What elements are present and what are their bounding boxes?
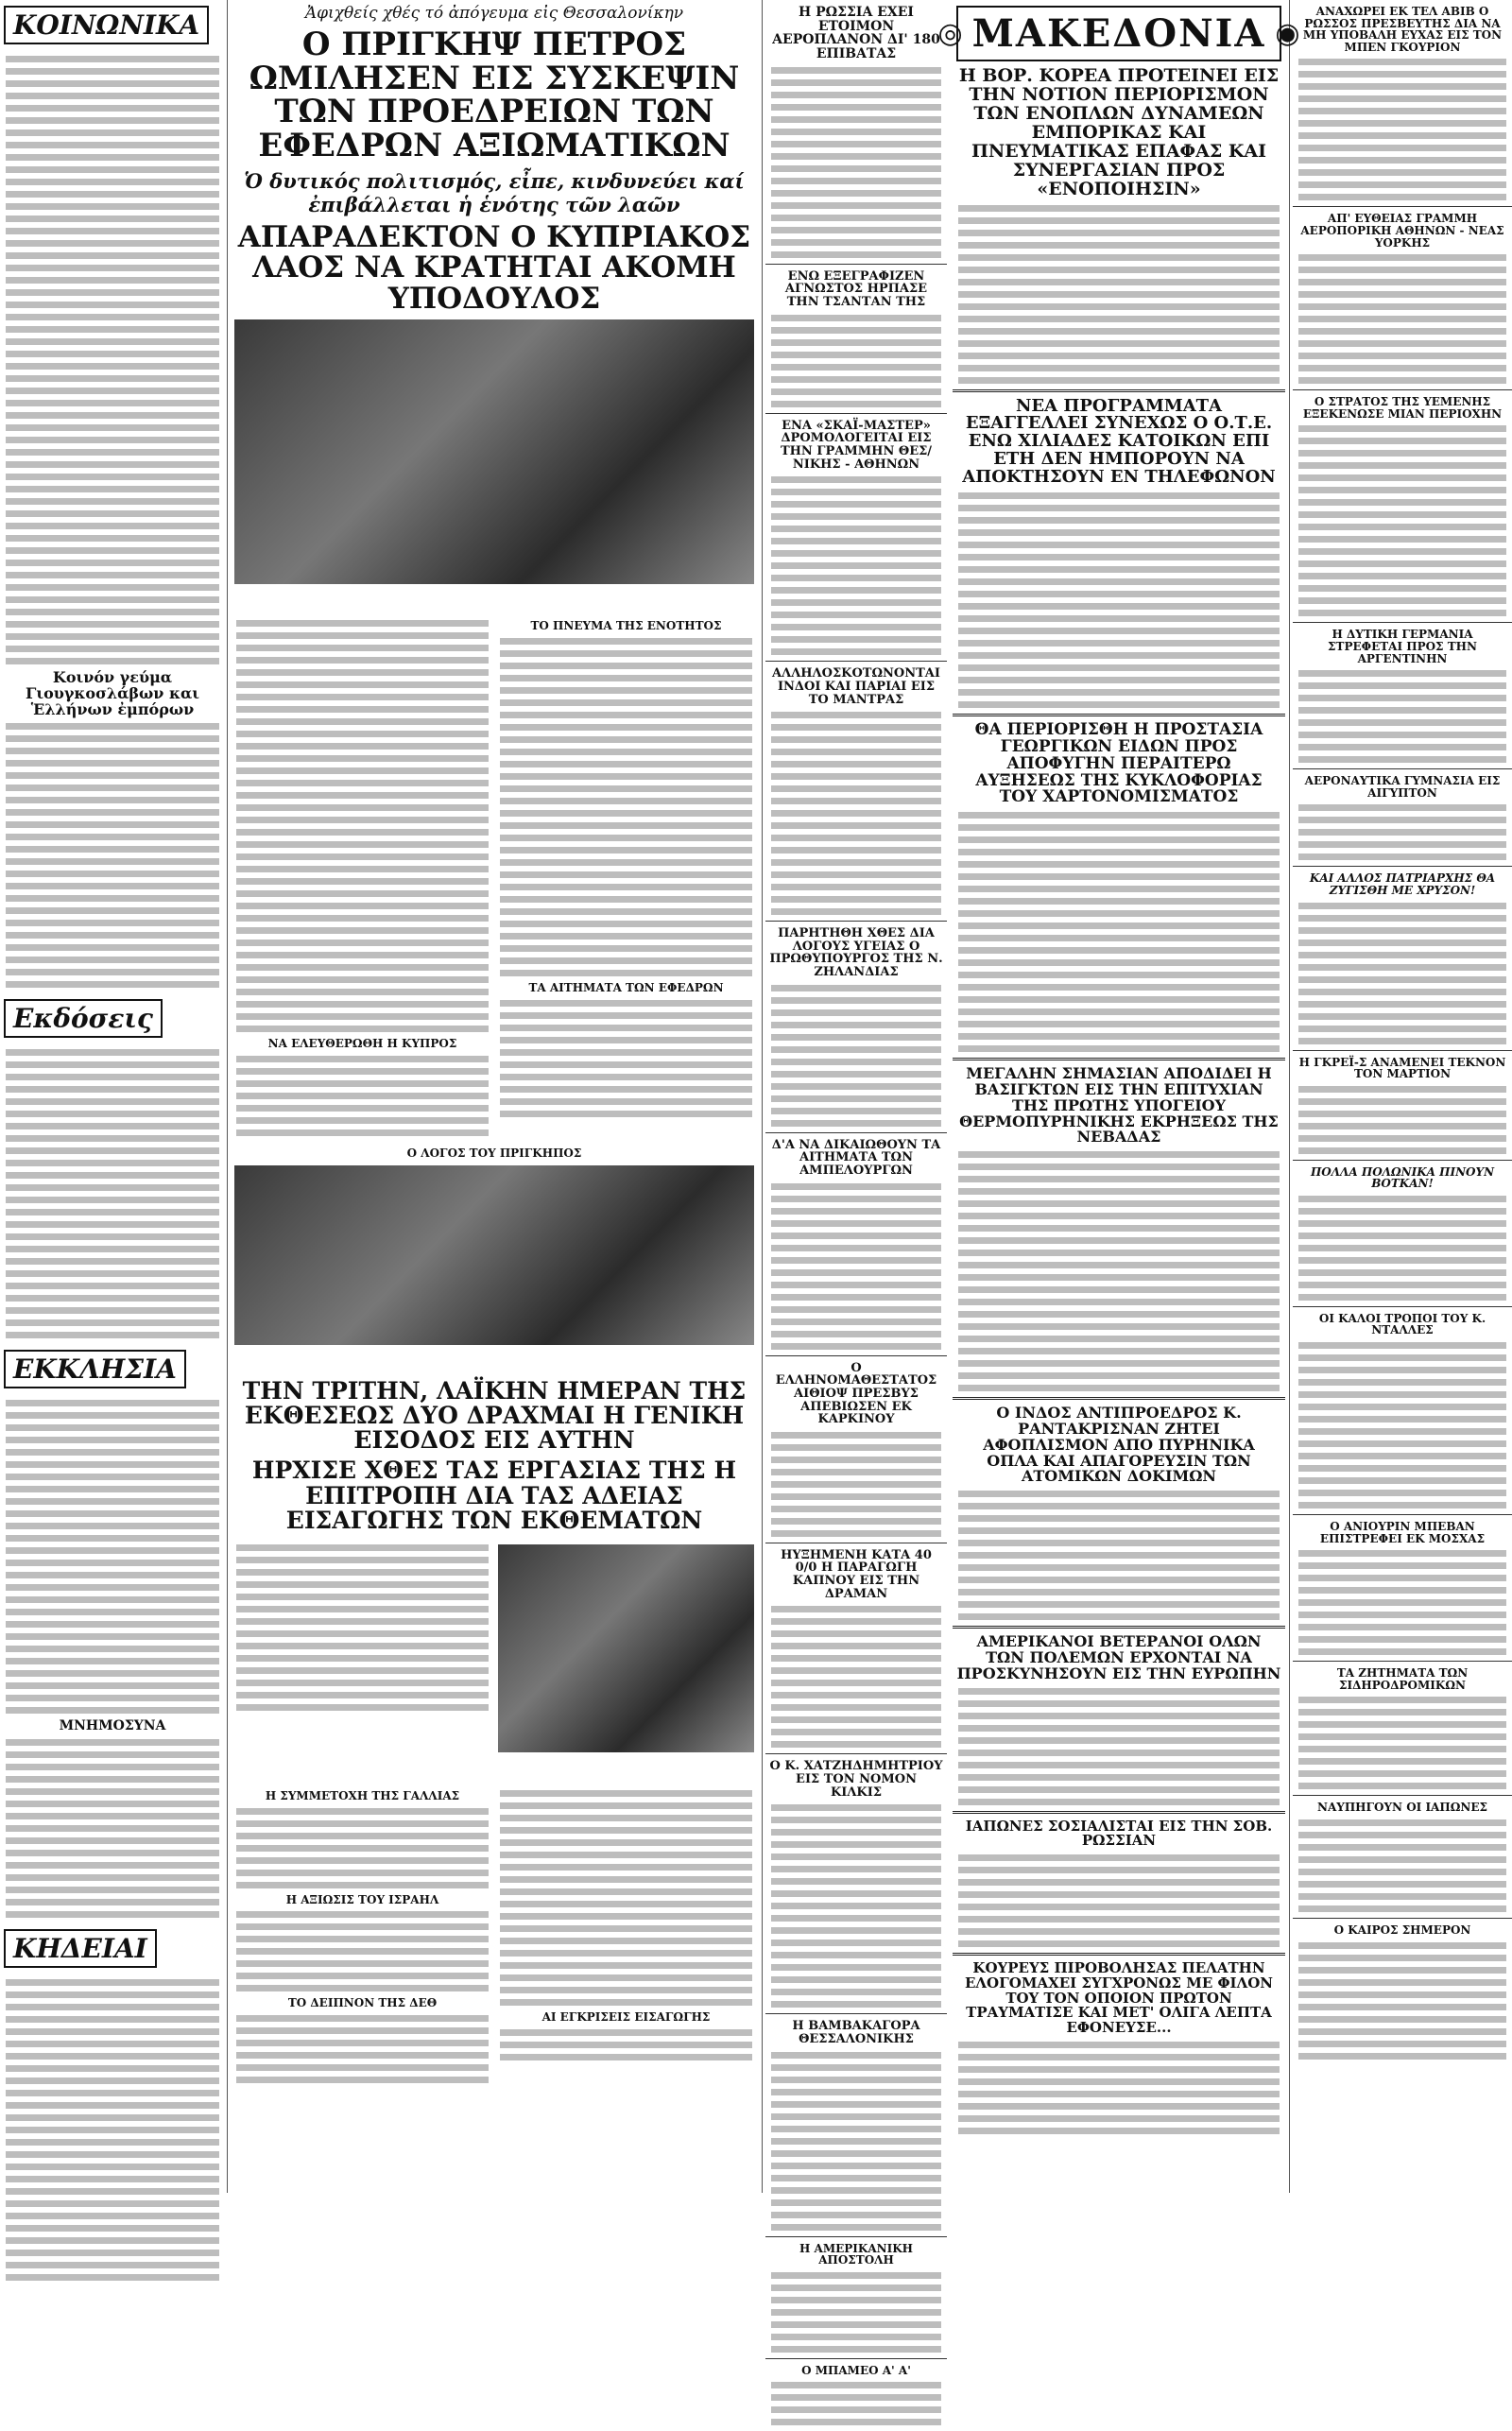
right-head: Η ΔΥΤΙΚΗ ΓΕΡΜΑΝΙΑ ΣΤΡΕΦΕΤΑΙ ΠΡΟΣ ΤΗΝ ΑΡΓΕΝΤΙΝΗΝ <box>1328 628 1477 665</box>
photo-conference <box>234 319 754 584</box>
right-head: Ο ΣΤΡΑΤΟΣ ΤΗΣ ΥΕΜΕΝΗΣ ΕΞΕΚΕΝΩΣΕ ΜΙΑΝ ΠΕΡΙΟΧΗΝ <box>1302 395 1503 421</box>
crosshead-imports: ΑΙ ΕΓΚΡΙΣΕΙΣ ΕΙΣΑΓΩΓΗΣ <box>541 2010 711 2025</box>
crosshead-israel: Η ΑΞΙΩΣΙΣ ΤΟΥ ΙΣΡΑΗΛ <box>285 1892 439 1906</box>
right-head: ΠΟΛΛΑ ΠΟΛΩΝΙΚΑ ΠΙΝΟΥΝ ΒΟΤΚΑΝ! <box>1310 1164 1495 1191</box>
middle-column <box>765 0 947 2431</box>
crosshead-unity: ΤΟ ΠΝΕΥΜΑ ΤΗΣ ΕΝΟΤΗΤΟΣ <box>530 619 722 633</box>
right-head: ΝΑΥΠΗΓΟΥΝ ΟΙ ΙΑΠΩΝΕΣ <box>1317 1801 1487 1815</box>
mid-head: Ο ΕΛΛΗΝΟΜΑΘΕΣΤΑΤΟΣ ΑΙΘΙΟΨ ΠΡΕΣΒΥΣ ΑΠΕΒΙΩΣΕΝ ΕΚ ΚΑΡΚΙΝΟΥ <box>775 1360 937 1427</box>
right-head: ΑΝΑΧΩΡΕΙ ΕΚ ΤΕΛ ΑΒΙΒ Ο ΡΩΣΣΟΣ ΠΡΕΣΒΕΥΤΗΣ ΔΙΑ ΝΑ ΜΗ ΥΠΟΒΑΛΗ ΕΥΧΑΣ ΕΙΣ ΤΟΝ ΜΠΕΝ ΓΚΟΥΡΙΟΝ <box>1302 5 1503 54</box>
main-kicker: Ἀφιχθείς χθές τό ἀπόγευμα εἰς Θεσσαλονίκην <box>304 4 684 23</box>
mid-head: ΗΥΞΗΜΕΝΗ ΚΑΤΑ 40 0/0 Η ΠΑΡΑΓΩΓΗ ΚΑΠΝΟΥ ΕΙΣ ΤΗΝ ΔΡΑΜΑΝ <box>781 1547 932 1601</box>
photo-pavilion-visit <box>234 1165 754 1345</box>
india-headline: Ο ΙΝΔΟΣ ΑΝΤΙΠΡΟΕΔΡΟΣ Κ. ΡΑΝΤΑΚΡΙΣΝΑΝ ΖΗΤΕΙ ΑΦΟΠΛΙΣΜΟΝ ΑΠΟ ΠΥΡΗΝΙΚΑ ΟΠΛΑ ΚΑΙ ΑΠΑΓΟΡΕΥΣΙΝ ΤΩΝ ΑΤΟΜΙΚΩΝ ΔΟΚΙΜΩΝ <box>983 1404 1255 1486</box>
crosshead-cyprus: ΝΑ ΕΛΕΥΘΕΡΩΘΗ Η ΚΥΠΡΟΣ <box>267 1037 457 1051</box>
emblem-icon: ◉ <box>1275 17 1300 50</box>
right-head: ΤΑ ΖΗΤΗΜΑΤΑ ΤΩΝ ΣΙΔΗΡΟΔΡΟΜΙΚΩΝ <box>1336 1666 1469 1692</box>
photo-caption <box>236 1760 752 1783</box>
photo-delegation <box>498 1544 754 1752</box>
crosshead-prince-speech: Ο ΛΟΓΟΣ ΤΟΥ ΠΡΙΓΚΗΠΟΣ <box>406 1146 582 1160</box>
right-head: Ο ΚΑΙΡΟΣ ΣΗΜΕΡΟΝ <box>1333 1923 1471 1938</box>
fair-headline-2: ΗΡΧΙΣΕ ΧΘΕΣ ΤΑΣ ΕΡΓΑΣΙΑΣ ΤΗΣ Η ΕΠΙΤΡΟΠΗ ΔΙΑ ΤΑΣ ΑΔΕΙΑΣ ΕΙΣΑΓΩΓΗΣ ΤΩΝ ΕΚΘΕΜΑΤΩΝ <box>251 1457 737 1534</box>
main-subhead: Ὁ δυτικός πολιτισμός, εἶπε, κινδυνεύει καί ἐπιβάλλεται ἡ ἑνότης τῶν λαῶν <box>244 168 745 216</box>
section-ekdoseis: Εκδόσεις <box>4 999 163 1038</box>
section-koinonika: ΚΟΙΝΩΝΙΚΑ <box>4 6 209 44</box>
veterans-headline: ΑΜΕΡΙΚΑΝΟΙ ΒΕΤΕΡΑΝΟΙ ΟΛΩΝ ΤΩΝ ΠΟΛΕΜΩΝ ΕΡΧΟΝΤΑΙ ΝΑ ΠΡΟΣΚΥΝΗΣΟΥΝ ΕΙΣ ΤΗΝ ΕΥΡΩΠΗΝ <box>956 1632 1281 1682</box>
japan-headline: ΙΑΠΩΝΕΣ ΣΟΣΙΑΛΙΣΤΑΙ ΕΙΣ ΤΗΝ ΣΟΒ. ΡΩΣΣΙΑΝ <box>965 1817 1273 1850</box>
right-head: ΑΕΡΟΝΑΥΤΙΚΑ ΓΥΜΝΑΣΙΑ ΕΙΣ ΑΙΓΥΠΤΟΝ <box>1304 774 1501 800</box>
ote-headline: ΝΕΑ ΠΡΟΓΡΑΜΜΑΤΑ ΕΞΑΓΓΕΛΛΕΙ ΣΥΝΕΧΩΣ Ο Ο.Τ.Ε. ΕΝΩ ΧΙΛΙΑΔΕΣ ΚΑΤΟΙΚΩΝ ΕΠΙ ΕΤΗ ΔΕΝ ΗΜΠΟΡΟΥΝ ΝΑ ΑΠΟΚΤΗΣΟΥΝ ΕΝ ΤΗΛΕΦΩΝΟΝ <box>962 395 1276 488</box>
main-story <box>231 0 758 2089</box>
mid-head: Δ'Α ΝΑ ΔΙΚΑΙΩΘΟΥΝ ΤΑ ΑΙΤΗΜΑΤΑ ΤΩΝ ΑΜΠΕΛΟΥΡΓΩΝ <box>771 1137 941 1178</box>
subhead-yugoslav-lunch: Κοινόν γεύμα Γιουγκοσλάβων και Ἑλλήνων ἐμπόρων <box>25 668 199 718</box>
subhead-mnimosyna: ΜΝΗΜΟΣΥΝΑ <box>59 1718 166 1734</box>
right-head: ΟΙ ΚΑΛΟΙ ΤΡΟΠΟΙ ΤΟΥ Κ. ΝΤΑΛΛΕΣ <box>1318 1311 1486 1337</box>
right-head: ΑΠ' ΕΥΘΕΙΑΣ ΓΡΑΜΜΗ ΑΕΡΟΠΟΡΙΚΗ ΑΘΗΝΩΝ - ΝΕΑΣ ΥΟΡΚΗΣ <box>1300 212 1504 250</box>
photo-caption <box>236 1351 752 1373</box>
masthead-title: ΜΑΚΕΔΟΝΙΑ <box>971 11 1266 56</box>
fair-headline-1: ΤΗΝ ΤΡΙΤΗΝ, ΛΑΪΚΗΝ ΗΜΕΡΑΝ ΤΗΣ ΕΚΘΕΣΕΩΣ ΔΥΟ ΔΡΑΧΜΑΙ Η ΓΕΝΙΚΗ ΕΙΣΟΔΟΣ ΕΙΣ ΑΥΤΗΝ <box>242 1376 747 1455</box>
column-rule <box>762 0 763 2193</box>
main-headline: Ο ΠΡΙΓΚΗΨ ΠΕΤΡΟΣ ΩΜΙΛΗΣΕΝ ΕΙΣ ΣΥΣΚΕΨΙΝ ΤΩΝ ΠΡΟΕΔΡΕΙΩΝ ΤΩΝ ΕΦΕΔΡΩΝ ΑΞΙΩΜΑΤΙΚΩΝ <box>249 26 740 165</box>
lead-headline: Η ΒΟΡ. ΚΟΡΕΑ ΠΡΟΤΕΙΝΕΙ ΕΙΣ ΤΗΝ ΝΟΤΙΟΝ ΠΕΡΙΟΡΙΣΜΟΝ ΤΩΝ ΕΝΟΠΛΩΝ ΔΥΝΑΜΕΩΝ ΕΜΠΟΡΙΚΑΣ ΚΑΙ ΠΝΕΥΜΑΤΙΚΑΣ ΕΠΑΦΑΣ ΚΑΙ ΣΥΝΕΡΓΑΣΙΑΝ ΠΡΟΣ «ΕΝΟΠΟΙΗΣΙΝ» <box>958 65 1280 199</box>
mid-head: Η ΒΑΜΒΑΚΑΓΟΡΑ ΘΕΣΣΑΛΟΝΙΚΗΣ <box>792 2019 920 2046</box>
column-rule <box>227 0 228 2193</box>
right-column <box>1293 0 1512 2065</box>
mid-head: ΑΛΛΗΛΟΣΚΟΤΩΝΟΝΤΑΙ ΙΝΔΟΙ ΚΑΙ ΠΑΡΙΑΙ ΕΙΣ ΤΟ ΜΑΝΤΡΑΣ <box>772 666 940 707</box>
section-ekklisia: ΕΚΚΛΗΣΙΑ <box>4 1350 186 1388</box>
mid-head: ΠΑΡΗΤΗΘΗ ΧΘΕΣ ΔΙΑ ΛΟΓΟΥΣ ΥΓΕΙΑΣ Ο ΠΡΩΘΥΠΟΥΡΓΟΣ ΤΗΣ Ν. ΖΗΛΑΝΔΙΑΣ <box>769 926 943 980</box>
nevada-headline: ΜΕΓΑΛΗΝ ΣΗΜΑΣΙΑΝ ΑΠΟΔΙΔΕΙ Η ΒΑΣΙΓΚΤΩΝ ΕΙΣ ΤΗΝ ΕΠΙΤΥΧΙΑΝ ΤΗΣ ΠΡΩΤΗΣ ΥΠΟΓΕΙΟΥ ΘΕΡΜΟΠΥΡΗΝΙΚΗΣ ΕΚΡΗΞΕΩΣ ΤΗΣ ΝΕΒΑΔΑΣ <box>959 1064 1279 1147</box>
mid-head: Η ΡΩΣΣΙΑ ΕΧΕΙ ΕΤΟΙΜΟΝ ΑΕΡΟΠΛΑΝΟΝ ΔΙ' 180 ΕΠΙΒΑΤΑΣ <box>772 5 940 62</box>
barber-headline: ΚΟΥΡΕΥΣ ΠΙΡΟΒΟΛΗΣΑΣ ΠΕΛΑΤΗΝ ΕΛΟΓΟΜΑΧΕΙ ΣΥΓΧΡΟΝΩΣ ΜΕ ΦΙΛΟΝ ΤΟΥ ΤΟΝ ΟΠΟΙΟΝ ΠΡΩΤΟΝ ΤΡΑΥΜΑΤΙΣΕ ΚΑΙ ΜΕΤ' ΟΛΙΓΑ ΛΕΠΤΑ ΕΦΟΝΕΥΣΕ... <box>964 1959 1273 2037</box>
photo-caption <box>236 590 752 612</box>
mid-head: Ο Κ. ΧΑΤΖΗΔΗΜΗΤΡΙΟΥ ΕΙΣ ΤΟΝ ΝΟΜΟΝ ΚΙΛΚΙΣ <box>769 1759 943 1800</box>
crosshead-france: Η ΣΥΜΜΕΤΟΧΗ ΤΗΣ ΓΑΛΛΙΑΣ <box>265 1789 460 1803</box>
crosshead-reserves: ΤΑ ΑΙΤΗΜΑΤΑ ΤΩΝ ΕΦΕΔΡΩΝ <box>528 980 724 994</box>
right-head: ΚΑΙ ΑΛΛΟΣ ΠΑΤΡΙΑΡΧΗΣ ΘΑ ΖΥΓΙΣΘΗ ΜΕ ΧΡΥΣΟΝ! <box>1309 871 1496 897</box>
globe-icon: ◎ <box>937 17 963 50</box>
mid-head: Ο ΜΠΑΜΕΟ Α' Α' <box>801 2363 911 2377</box>
currency-headline: ΘΑ ΠΕΡΙΟΡΙΣΘΗ Η ΠΡΟΣΤΑΣΙΑ ΓΕΩΡΓΙΚΩΝ ΕΙΔΩΝ ΠΡΟΣ ΑΠΟΦΥΓΗΝ ΠΕΡΑΙΤΕΡΩ ΑΥΞΗΣΕΩΣ ΤΗΣ ΚΥΚΛΟΦΟΡΙΑΣ ΤΟΥ ΧΑΡΤΟΝΟΜΙΣΜΑΤΟΣ <box>974 720 1263 807</box>
main-banner: ΑΠΑΡΑΔΕΚΤΟΝ Ο ΚΥΠΡΙΑΚΟΣ ΛΑΟΣ ΝΑ ΚΡΑΤΗΤΑΙ ΑΚΟΜΗ ΥΠΟΔΟΥΛΟΣ <box>237 219 751 316</box>
right-head: Ο ΑΝΙΟΥΡΙΝ ΜΠΕΒΑΝ ΕΠΙΣΤΡΕΦΕΙ ΕΚ ΜΟΣΧΑΣ <box>1319 1520 1486 1545</box>
right-main <box>937 0 1300 2140</box>
column-rule <box>1289 0 1290 2193</box>
right-head: Η ΓΚΡΕΪ-Σ ΑΝΑΜΕΝΕΙ ΤΕΚΝΟΝ ΤΟΝ ΜΑΡΤΙΟΝ <box>1298 1055 1506 1081</box>
section-kideiai: ΚΗΔΕΙΑΙ <box>4 1929 157 1968</box>
mid-head: ΕΝΩ ΕΞΕΓΡΑΦΙΖΕΝ ΑΓΝΩΣΤΟΣ ΗΡΠΑΣΕ ΤΗΝ ΤΣΑΝΤΑΝ ΤΗΣ <box>784 268 928 310</box>
mid-head: ΕΝΑ «ΣΚΑΪ-ΜΑΣΤΕΡ» ΔΡΟΜΟΛΟΓΕΙΤΑΙ ΕΙΣ ΤΗΝ ΓΡΑΜΜΗΝ ΘΕΣ/ΝΙΚΗΣ - ΑΘΗΝΩΝ <box>780 418 933 472</box>
crosshead-dinner: ΤΟ ΔΕΙΠΝΟΝ ΤΗΣ ΔΕΘ <box>287 1996 438 2010</box>
mid-head: Η ΑΜΕΡΙΚΑΝΙΚΗ ΑΠΟΣΤΟΛΗ <box>799 2241 913 2267</box>
left-column <box>0 0 225 2286</box>
masthead <box>937 6 1300 61</box>
